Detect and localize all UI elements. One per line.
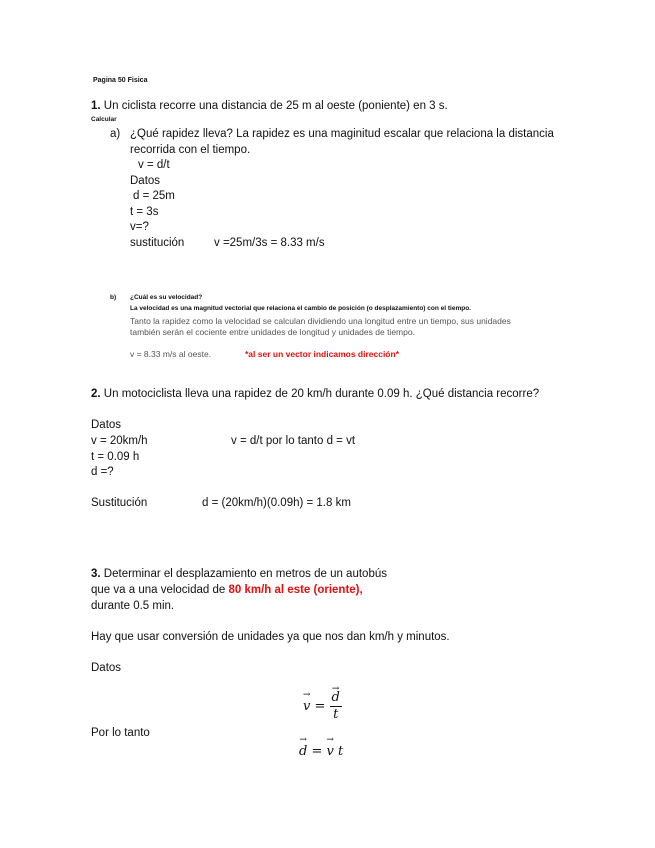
part-a-datos: Datos — [130, 175, 161, 187]
problem3-conversion: Hay que usar conversión de unidades ya que nos dan km/h y minutos. — [91, 631, 450, 643]
problem3-velocity-highlight: 80 km/h al este (oriente), — [228, 584, 363, 596]
vector-d: → d — [299, 744, 307, 759]
problem1-text: Un ciclista recorre una distancia de 25 m al oeste (poniente) en 3 s. — [103, 100, 448, 112]
equation-displacement — [299, 744, 343, 759]
problem3-line2 — [91, 584, 363, 596]
part-b-label: b) — [110, 294, 117, 301]
part-b-gray1: Tanto la rapidez como la velocidad se calculan dividiendo una longitud entre un tiempo, sus unidades — [130, 316, 511, 326]
problem2-v: v = 20km/h — [91, 435, 148, 447]
problem2-formula: v = d/t por lo tanto d = vt — [231, 435, 356, 447]
part-b-definition: La velocidad es una magnitud vectorial que relaciona el cambio de posición (o desplazamiento) con el tiempo. — [130, 305, 471, 312]
problem3-text: Determinar el desplazamiento en metros de un autobús — [103, 568, 387, 580]
part-b-question: ¿Cuál es su velocidad? — [130, 294, 203, 301]
part-a-v: v=? — [130, 221, 149, 233]
fraction-denominator: t — [333, 707, 339, 722]
time-t: t — [338, 744, 344, 759]
problem2-sust-label: Sustitución — [91, 497, 148, 509]
problem3-line2-text: que va a una velocidad de — [91, 584, 226, 596]
part-a-t: t = 3s — [130, 206, 159, 218]
page-title: Pagina 50 Fisica — [93, 77, 148, 84]
part-b-answer: v = 8.33 m/s al oeste. — [130, 349, 212, 359]
problem2-statement — [91, 388, 539, 400]
part-a-label: a) — [110, 128, 121, 140]
equation-velocity — [303, 690, 342, 723]
problem1-statement — [91, 100, 448, 112]
problem2-d: d =? — [91, 466, 114, 478]
problem3-number: 3. — [91, 568, 101, 580]
problem2-sust-value: d = (20km/h)(0.09h) = 1.8 km — [202, 497, 351, 509]
problem3-por-lo-tanto: Por lo tanto — [91, 727, 150, 739]
problem2-t: t = 0.09 h — [91, 451, 140, 463]
part-b-note: *al ser un vector indicamos dirección* — [245, 349, 400, 359]
vector-v: → v — [303, 699, 310, 714]
part-b-gray2: también serán el cociente entre unidades de longitud y unidades de tiempo. — [130, 327, 415, 337]
problem2-datos: Datos — [91, 419, 122, 431]
equals-sign: = — [311, 744, 323, 759]
problem2-text: Un motociclista lleva una rapidez de 20 km/h durante 0.09 h. ¿Qué distancia recorre? — [103, 388, 540, 400]
part-a-line2: recorrida con el tiempo. — [130, 144, 251, 156]
part-a-formula: v = d/t — [138, 159, 170, 171]
equals-sign: = — [314, 699, 326, 714]
calc-label: Calcular — [91, 116, 117, 123]
part-a-sust-label: sustitución — [130, 237, 185, 249]
vector-v: → v — [327, 744, 334, 759]
part-a-line1: ¿Qué rapidez lleva? La rapidez es una maginitud escalar que relaciona la distancia — [130, 128, 554, 140]
problem2-number: 2. — [91, 388, 101, 400]
problem3-line1 — [91, 568, 387, 580]
fraction — [330, 690, 342, 723]
vector-d: → d — [332, 690, 340, 706]
problem3-line3: durante 0.5 min. — [91, 600, 175, 612]
part-a-sust-value: v =25m/3s = 8.33 m/s — [214, 237, 325, 249]
problem1-number: 1. — [91, 100, 101, 112]
part-a-d: d = 25m — [133, 190, 175, 202]
problem3-datos: Datos — [91, 662, 122, 674]
